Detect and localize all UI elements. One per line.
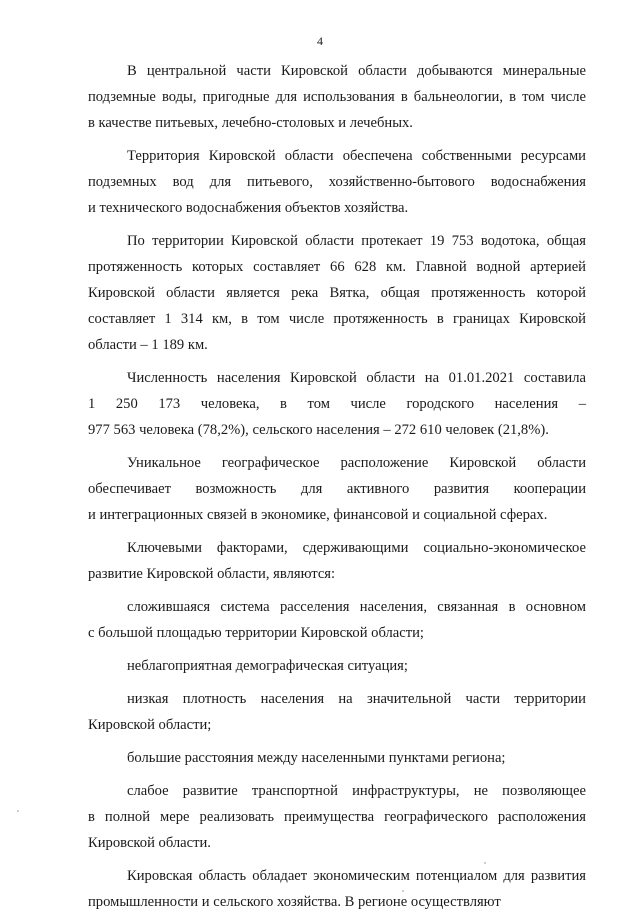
paragraph-gap: [88, 738, 586, 745]
paragraph-gap: [88, 679, 586, 686]
paragraph: [88, 365, 586, 443]
text-line: составляет 1 314 км, в том числе протяженность в границах Кировской: [88, 311, 586, 327]
paragraph: [88, 535, 586, 587]
text-line: подземных вод для питьевого, хозяйственно-бытового водоснабжения: [88, 174, 586, 190]
paragraph-gap: [88, 771, 586, 778]
text-line: сложившаяся система расселения населения, связанная в основном: [127, 599, 586, 615]
text-line: неблагоприятная демографическая ситуация;: [127, 658, 408, 674]
text-line: в полной мере реализовать преимущества географического расположения: [88, 809, 586, 825]
paragraph: [88, 450, 586, 528]
paragraph: [88, 143, 586, 221]
text-line: Уникальное географическое расположение Кировской области: [127, 455, 586, 471]
text-line: развитие Кировской области, являются:: [88, 566, 336, 582]
scan-speck: [402, 890, 404, 892]
paragraph: [88, 863, 586, 915]
page-number: 4: [317, 34, 323, 48]
paragraph-gap: [88, 856, 586, 863]
text-line: низкая плотность населения на значительной части территории: [127, 691, 586, 707]
text-line: 1 250 173 человека, в том числе городского населения –: [88, 396, 586, 412]
text-line: в качестве питьевых, лечебно-столовых и лечебных.: [88, 115, 413, 131]
text-line: области – 1 189 км.: [88, 337, 208, 353]
text-line: большие расстояния между населенными пунктами региона;: [127, 750, 506, 766]
text-line: Территория Кировской области обеспечена собственными ресурсами: [127, 148, 586, 164]
text-line: промышленности и сельского хозяйства. В регионе осуществляют: [88, 894, 501, 910]
paragraph-gap: [88, 587, 586, 594]
paragraph: [88, 228, 586, 358]
text-line: протяженность которых составляет 66 628 км. Главной водной артерией: [88, 259, 586, 275]
text-line: Кировской области;: [88, 717, 212, 733]
text-line: По территории Кировской области протекает 19 753 водотока, общая: [127, 233, 586, 249]
text-line: В центральной части Кировской области добываются минеральные: [127, 63, 586, 79]
text-line: слабое развитие транспортной инфраструктуры, не позволяющее: [127, 783, 586, 799]
scan-speck: [484, 862, 486, 864]
text-line: и технического водоснабжения объектов хозяйства.: [88, 200, 409, 216]
text-line: Кировской области является река Вятка, общая протяженность которой: [88, 285, 586, 301]
paragraph-gap: [88, 358, 586, 365]
paragraph: [88, 58, 586, 136]
paragraph-gap: [88, 646, 586, 653]
text-line: 977 563 человека (78,2%), сельского населения – 272 610 человек (21,8%).: [88, 422, 549, 438]
text-line: Кировской области.: [88, 835, 211, 851]
paragraph-gap: [88, 221, 586, 228]
paragraph: [88, 686, 586, 738]
paragraph: [88, 594, 586, 646]
document-body: [88, 58, 586, 915]
text-line: подземные воды, пригодные для использования в бальнеологии, в том числе: [88, 89, 586, 105]
text-line: обеспечивает возможность для активного развития кооперации: [88, 481, 586, 497]
paragraph-gap: [88, 443, 586, 450]
paragraph: [88, 778, 586, 856]
paragraph-gap: [88, 528, 586, 535]
scan-speck: [17, 810, 19, 812]
paragraph: [88, 745, 586, 771]
paragraph: [88, 653, 586, 679]
text-line: с большой площадью территории Кировской области;: [88, 625, 424, 641]
paragraph-gap: [88, 136, 586, 143]
text-line: Численность населения Кировской области на 01.01.2021 составила: [127, 370, 586, 386]
text-line: Кировская область обладает экономическим потенциалом для развития: [127, 868, 586, 884]
text-line: и интеграционных связей в экономике, финансовой и социальной сферах.: [88, 507, 548, 523]
text-line: Ключевыми факторами, сдерживающими социально-экономическое: [127, 540, 586, 556]
